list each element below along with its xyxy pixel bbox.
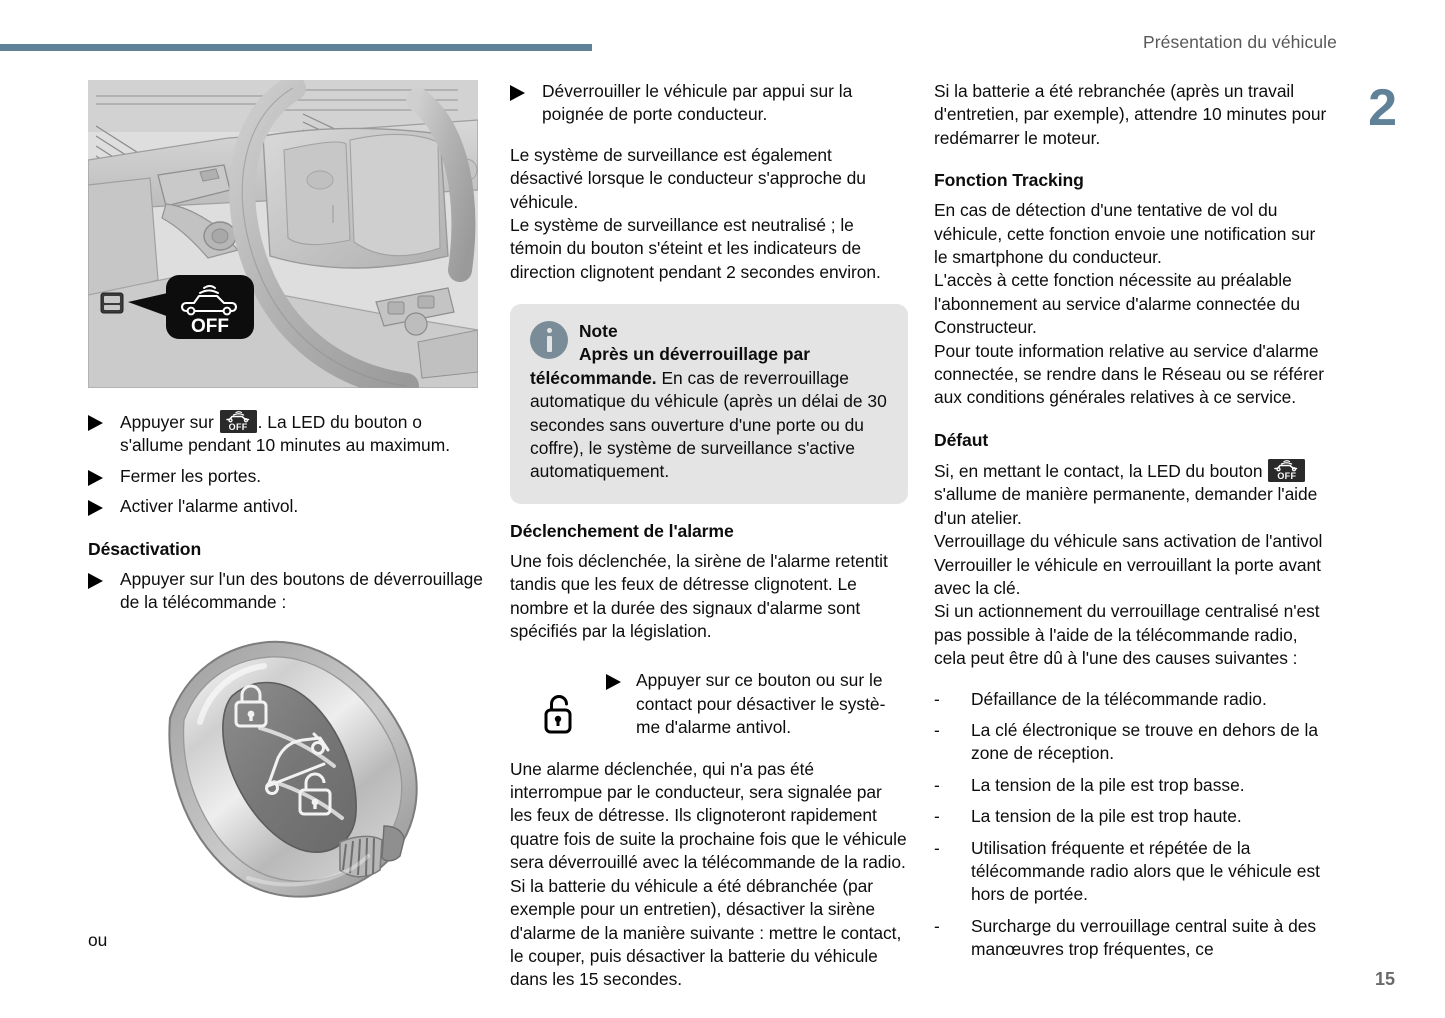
heading-declenchement-alarme: Déclenchement de l'alarme [510,520,734,541]
list-item [88,495,486,518]
cause-text: Défaillance de la télécommande radio. [971,688,1267,709]
paragraph-surveillance-deactivated: Le système de surveillance est également désactivé lorsque le conducteur s'approche du véhicule. [510,144,866,212]
paragraph-battery-reconnected: Si la batterie a été rebranchée (après un travail d'entretien, par exemple), attendre 10 minutes pour redémarrer le moteur. [934,81,1327,148]
paragraph-fault-led [934,459,1332,530]
triangle-bullet-icon [88,495,120,516]
step-press-remote-unlock: Appuyer sur l'un des boutons de déverrouillage de la télécommande : [120,568,483,613]
list-item [510,80,908,127]
step-prefix-text: Appuyer sur [120,412,219,432]
off-label: OFF [1277,470,1297,481]
note-body [530,343,888,483]
triangle-bullet-icon [88,568,120,589]
note-title: Note [579,321,618,342]
step-close-doors: Fermer les portes. [120,465,262,486]
page-number: 15 [1374,969,1395,989]
info-icon [530,321,568,359]
list-item [934,774,1332,797]
fault-line1-text: Si, en mettant le contact, la LED du [934,460,1205,481]
step-activate-alarm: Activer l'alarme antivol. [120,496,299,517]
page-header-title: Présentation du véhicule [1142,32,1337,52]
dash-bullet-icon: - [934,774,940,795]
paragraph-alarm-triggered: Une fois déclenchée, la sirène de l'alarme retentit tandis que les feux de détresse clignotent. Le nombre et la durée des signaux d'alarme sont spécifiés par la législation. [510,550,888,642]
car-off-icon [220,410,257,433]
paragraph-alarm-not-interrupted: Une alarme déclenchée, qui n'a pas été interrompue par le conducteur, sera signalée par les feux de détresse. Ils clignoteront rapidement quatre fois de suite la prochaine fois que le véhicule sera déverrouillé avec la télécommande de la radio. [510,758,907,873]
note-bold-lead: Après un déverrouillage par télécommande. [530,344,810,388]
dash-bullet-icon: - [934,837,940,858]
list-item [934,719,1332,766]
cause-text: Utilisation fréquente et répétée de la télécommande radio alors que le véhicule est hors de portée. [971,837,1320,905]
list-item [88,410,486,458]
list-item [934,915,1332,962]
column-right [934,80,1332,970]
list-item [934,805,1332,828]
step-press-button [120,410,486,458]
cause-text: La clé électronique se trouve en dehors de la zone de réception. [971,719,1319,764]
dash-bullet-icon: - [934,719,940,740]
dash-bullet-icon: - [934,806,940,827]
figure-dashboard-steering-wheel [88,80,478,388]
unlock-padlock-icon [510,669,606,735]
cause-text: La tension de la pile est trop haute. [971,806,1242,827]
list-item [934,688,1332,711]
chapter-number: 2 [1368,79,1397,137]
fault-line2-suffix-text: s'allume de manière permanente, demander l'aide d'un atelier. [934,484,1318,528]
list-item [88,568,486,615]
paragraph-surveillance-neutralised: Le système de surveillance est neutralisé ; le témoin du bouton s'éteint et les indicateurs de direction clignotent pendant 2 secondes environ. [510,215,881,282]
off-label: OFF [228,422,248,432]
paragraph-tracking-info: Pour toute information relative au service d'alarme connectée, se rendre dans le Réseau ou se référer aux conditions générales relatives à ce service. [934,340,1325,408]
triangle-bullet-icon [606,669,636,690]
unlock-instruction-block [510,669,908,739]
cause-text: Surcharge du verrouillage central suite à des manœuvres trop fréquentes, ce [971,915,1317,960]
paragraph-battery-disconnected: Si la batterie du véhicule a été débranchée (par exemple pour un entretien), désactiver la sirène d'alarme de la manière suivante : mettre le contact, le couper, puis désactiver la batterie du véhicule dans les 15 secondes. [510,875,902,990]
step-press-to-deactivate-alarm: Appuyer sur ce bouton ou sur le contact pour désactiver le systè-me d'alarme antivol. [636,670,886,738]
heading-defaut: Défaut [934,429,989,450]
dashboard-illustration [88,80,478,388]
triangle-bullet-icon [88,465,120,486]
dash-bullet-icon: - [934,688,940,709]
paragraph-tracking-notification: En cas de détection d'une tentative de vol du véhicule, cette fonction envoie une notification sur le smartphone du conducteur. [934,200,1316,268]
car-off-icon [1268,459,1305,482]
dash-bullet-icon: - [934,915,940,936]
triangle-bullet-icon [88,410,120,431]
paragraph-lock-without-alarm: Verrouillage du véhicule sans activation de l'antivol Verrouiller le véhicule en verrouillant la porte avant avec la clé. [934,531,1323,598]
step-unlock-by-handle: Déverrouiller le véhicule par appui sur la poignée de porte conducteur. [542,81,853,125]
svg-text:OFF: OFF [191,316,229,337]
header-rule [0,44,592,51]
fault-line2-prefix-text: bouton [1209,460,1268,481]
heading-desactivation: Désactivation [88,538,202,559]
figure-key-fob [128,630,458,920]
key-fob-illustration [128,630,458,920]
column-left [88,80,486,951]
paragraph-tracking-subscription: L'accès à cette fonction nécessite au préalable l'abonnement au service d'alarme connectée du Constructeur. [934,270,1300,338]
or-text: ou [88,930,108,951]
causes-list [934,688,1332,962]
note-box [510,304,908,504]
list-item [934,837,1332,907]
heading-fonction-tracking: Fonction Tracking [934,170,1084,191]
step-suffix-text: . La LED du bouton o s'allume pendant 10 minutes au maximum. [120,412,451,456]
triangle-bullet-icon [510,80,542,101]
note-rest-text: En cas de reverrouillage automatique du véhicule (après un délai de 30 secondes sans ouverture d'une porte ou du coffre), le système de surveillance s'active automatiquement. [530,367,887,482]
paragraph-central-locking-causes-intro: Si un actionnement du verrouillage centralisé n'est pas possible à l'aide de la télécommande radio, cela peut être dû à l'une des causes suivantes : [934,601,1320,669]
column-center [510,80,908,992]
open-padlock-glyph [541,693,575,735]
cause-text: La tension de la pile est trop basse. [971,774,1245,795]
list-item [88,465,486,488]
